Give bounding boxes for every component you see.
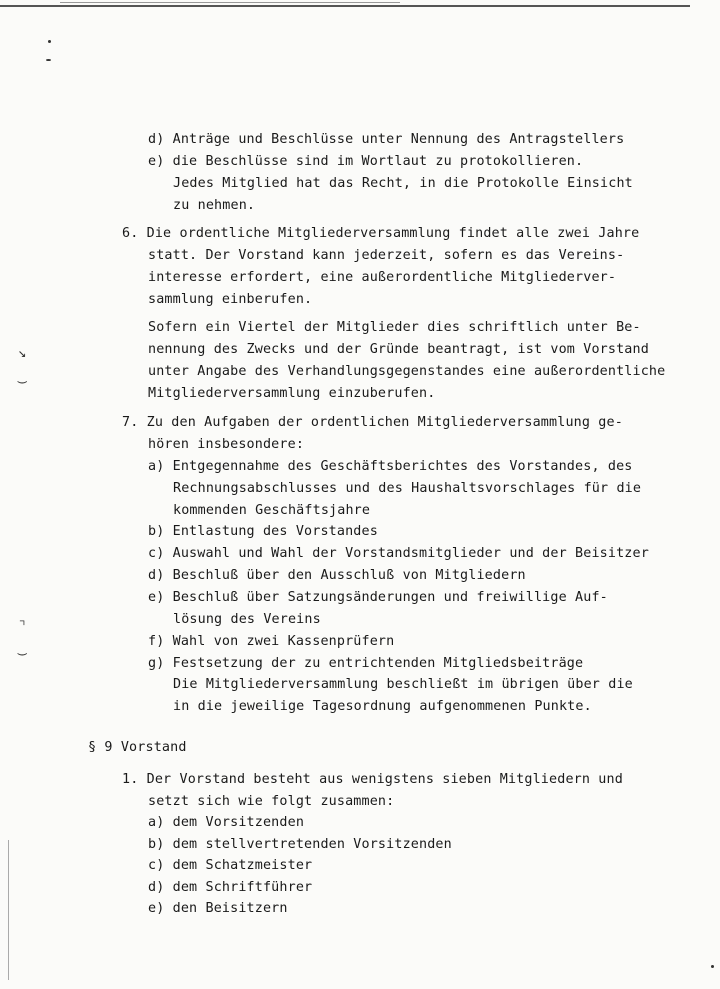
item-e-line: e) die Beschlüsse sind im Wortlaut zu protokollieren. bbox=[148, 154, 584, 169]
item-d-line: d) dem Schriftführer bbox=[148, 880, 313, 895]
item-d-line: d) Beschluß über den Ausschluß von Mitgliedern bbox=[148, 568, 526, 583]
item-d-line: d) Anträge und Beschlüsse unter Nennung des Antragstellers bbox=[148, 132, 625, 147]
item-e-line: e) Beschluß über Satzungsänderungen und freiwillige Auf- bbox=[148, 590, 608, 605]
section-heading: § 9 Vorstand bbox=[88, 740, 187, 755]
margin-mark: ‿ bbox=[18, 640, 27, 656]
section-7-line: 7. Zu den Aufgaben der ordentlichen Mitgliederversammlung ge- bbox=[122, 415, 623, 430]
text-line: unter Angabe des Verhandlungsgegenstandes eine außerordentliche bbox=[148, 364, 666, 379]
item-c-line: c) Auswahl und Wahl der Vorstandsmitglieder und der Beisitzer bbox=[148, 546, 649, 561]
item-f-line: f) Wahl von zwei Kassenprüfern bbox=[148, 634, 395, 649]
text-line: interesse erfordert, eine außerordentliche Mitgliederver- bbox=[148, 270, 617, 285]
margin-mark: ⌝ bbox=[18, 618, 27, 634]
text-line: setzt sich wie folgt zusammen: bbox=[148, 794, 395, 809]
section-6-line: 6. Die ordentliche Mitgliederversammlung findet alle zwei Jahre bbox=[122, 226, 640, 241]
item-e-line: e) den Beisitzern bbox=[148, 901, 288, 916]
section-1-line: 1. Der Vorstand besteht aus wenigstens sieben Mitgliedern und bbox=[122, 772, 623, 787]
scan-speck bbox=[46, 59, 51, 61]
binding-edge bbox=[8, 840, 9, 980]
item-g-line: g) Festsetzung der zu entrichtenden Mitgliedsbeiträge bbox=[148, 656, 584, 671]
margin-mark: ‿ bbox=[18, 368, 27, 384]
item-c-line: c) dem Schatzmeister bbox=[148, 858, 313, 873]
text-line: Rechnungsabschlusses und des Haushaltsvorschlages für die bbox=[173, 481, 642, 496]
text-line: hören insbesondere: bbox=[148, 437, 305, 452]
top-rule-faint bbox=[60, 2, 400, 3]
text-line: lösung des Vereins bbox=[173, 612, 321, 627]
scan-speck bbox=[711, 965, 714, 968]
text-line: in die jeweilige Tagesordnung aufgenommenen Punkte. bbox=[173, 699, 592, 714]
margin-mark: ↘ bbox=[18, 345, 27, 361]
text-line: sammlung einberufen. bbox=[148, 292, 313, 307]
text-line: Jedes Mitglied hat das Recht, in die Protokolle Einsicht bbox=[173, 176, 633, 191]
text-line: Mitgliederversammlung einzuberufen. bbox=[148, 386, 436, 401]
item-a-line: a) dem Vorsitzenden bbox=[148, 815, 305, 830]
text-line: statt. Der Vorstand kann jederzeit, sofern es das Vereins- bbox=[148, 248, 625, 263]
text-line: zu nehmen. bbox=[173, 198, 256, 213]
paragraph-line: Sofern ein Viertel der Mitglieder dies schriftlich unter Be- bbox=[148, 320, 641, 335]
text-line: Die Mitgliederversammlung beschließt im übrigen über die bbox=[173, 677, 633, 692]
scan-speck bbox=[48, 40, 51, 43]
text-line: kommenden Geschäftsjahre bbox=[173, 503, 371, 518]
top-rule bbox=[0, 5, 690, 7]
item-a-line: a) Entgegennahme des Geschäftsberichtes des Vorstandes, des bbox=[148, 459, 633, 474]
item-b-line: b) dem stellvertretenden Vorsitzenden bbox=[148, 837, 452, 852]
item-b-line: b) Entlastung des Vorstandes bbox=[148, 524, 378, 539]
text-line: nennung des Zwecks und der Gründe beantragt, ist vom Vorstand bbox=[148, 342, 649, 357]
